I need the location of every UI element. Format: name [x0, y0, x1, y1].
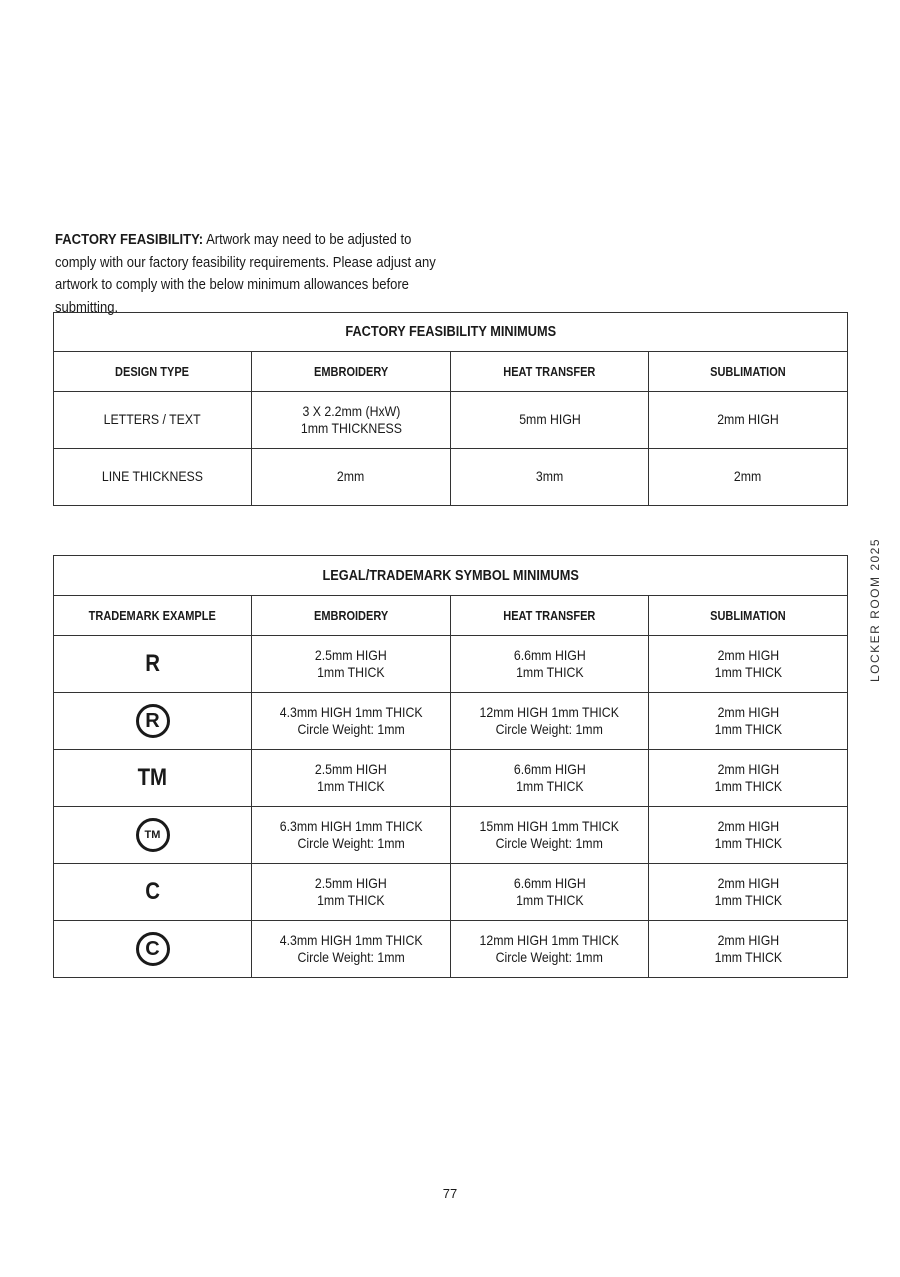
table-row: [54, 392, 848, 449]
factory-feasibility-table: [53, 312, 848, 506]
page-number: 77: [442, 1186, 458, 1201]
sublimation-cell: 2mm HIGH 1mm THICK: [649, 693, 848, 750]
table-row: [54, 921, 848, 978]
trademark-circle-icon: TM: [136, 818, 170, 852]
trademark-example-cell: [54, 921, 252, 978]
intro-lead: FACTORY FEASIBILITY:: [55, 232, 204, 248]
table-row: [54, 750, 848, 807]
sublimation-cell: 2mm HIGH 1mm THICK: [649, 750, 848, 807]
design-type-cell: LINE THICKNESS: [54, 449, 252, 506]
embroidery-cell: 4.3mm HIGH 1mm THICK Circle Weight: 1mm: [252, 693, 451, 750]
table-row: [54, 864, 848, 921]
column-header: SUBLIMATION: [649, 596, 848, 636]
sublimation-cell: 2mm HIGH 1mm THICK: [649, 807, 848, 864]
embroidery-cell: 6.3mm HIGH 1mm THICK Circle Weight: 1mm: [252, 807, 451, 864]
embroidery-cell: 3 X 2.2mm (HxW) 1mm THICKNESS: [252, 392, 451, 449]
table-row: [54, 636, 848, 693]
design-type-cell: LETTERS / TEXT: [54, 392, 252, 449]
trademark-example-cell: [54, 807, 252, 864]
heat-transfer-cell: 6.6mm HIGH 1mm THICK: [451, 636, 649, 693]
copyright-circle-icon: C: [136, 932, 170, 966]
heat-transfer-cell: 12mm HIGH 1mm THICK Circle Weight: 1mm: [451, 921, 649, 978]
table-title: LEGAL/TRADEMARK SYMBOL MINIMUMS: [54, 556, 848, 596]
copyright-letter-icon: C: [145, 878, 160, 905]
intro-body: Artwork may need to be adjusted to comply with our factory feasibility requirements. Please adjust any artwork to comply with the below minimum allowances before submitting.: [55, 232, 436, 316]
table-row: [54, 449, 848, 506]
embroidery-cell: 2.5mm HIGH 1mm THICK: [252, 636, 451, 693]
column-header: HEAT TRANSFER: [451, 596, 649, 636]
table-title: FACTORY FEASIBILITY MINIMUMS: [54, 313, 848, 352]
heat-transfer-cell: 6.6mm HIGH 1mm THICK: [451, 864, 649, 921]
heat-transfer-cell: 15mm HIGH 1mm THICK Circle Weight: 1mm: [451, 807, 649, 864]
sublimation-cell: 2mm: [649, 449, 848, 506]
column-header: EMBROIDERY: [252, 596, 451, 636]
embroidery-cell: 2.5mm HIGH 1mm THICK: [252, 750, 451, 807]
sublimation-cell: 2mm HIGH 1mm THICK: [649, 636, 848, 693]
table-row: [54, 807, 848, 864]
heat-transfer-cell: 5mm HIGH: [451, 392, 649, 449]
column-header: DESIGN TYPE: [54, 352, 252, 392]
intro-paragraph: [55, 229, 442, 319]
trademark-example-cell: [54, 864, 252, 921]
trademark-example-cell: [54, 693, 252, 750]
column-header: EMBROIDERY: [252, 352, 451, 392]
sublimation-cell: 2mm HIGH 1mm THICK: [649, 864, 848, 921]
trademark-letters-icon: TM: [137, 764, 168, 791]
embroidery-cell: 2mm: [252, 449, 451, 506]
table-row: [54, 693, 848, 750]
trademark-example-cell: [54, 636, 252, 693]
trademark-example-cell: [54, 750, 252, 807]
embroidery-cell: 2.5mm HIGH 1mm THICK: [252, 864, 451, 921]
column-header: TRADEMARK EXAMPLE: [54, 596, 252, 636]
registered-circle-icon: R: [136, 704, 170, 738]
trademark-symbol-table: [53, 555, 848, 978]
heat-transfer-cell: 3mm: [451, 449, 649, 506]
side-running-title: LOCKER ROOM 2025: [868, 537, 882, 683]
sublimation-cell: 2mm HIGH 1mm THICK: [649, 921, 848, 978]
heat-transfer-cell: 12mm HIGH 1mm THICK Circle Weight: 1mm: [451, 693, 649, 750]
heat-transfer-cell: 6.6mm HIGH 1mm THICK: [451, 750, 649, 807]
embroidery-cell: 4.3mm HIGH 1mm THICK Circle Weight: 1mm: [252, 921, 451, 978]
sublimation-cell: 2mm HIGH: [649, 392, 848, 449]
registered-letter-icon: R: [145, 650, 160, 677]
column-header: SUBLIMATION: [649, 352, 848, 392]
column-header: HEAT TRANSFER: [451, 352, 649, 392]
